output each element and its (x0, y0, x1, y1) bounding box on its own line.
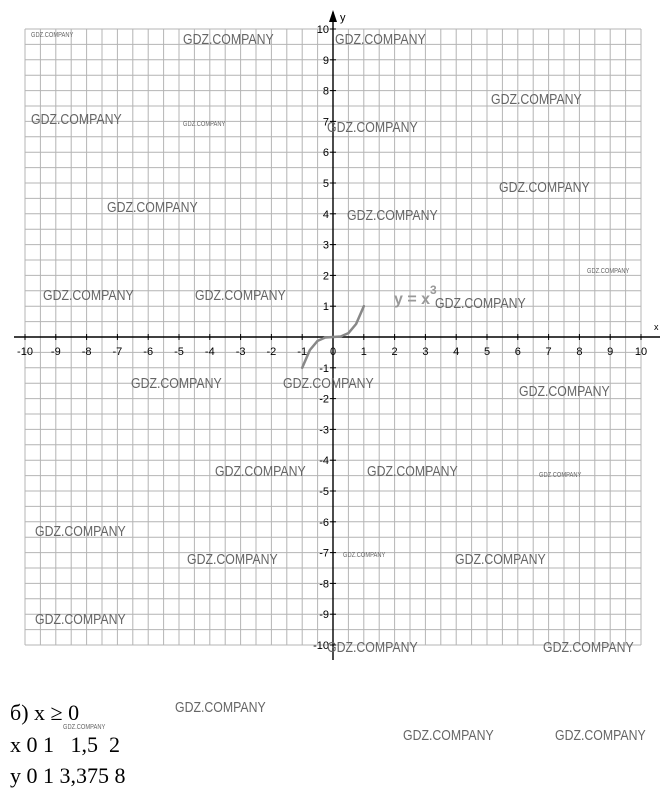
x-tick-label: 10 (634, 346, 648, 358)
watermark: GDZ.COMPANY (31, 111, 122, 128)
x-tick-label: -4 (204, 346, 215, 358)
x-tick-label: -6 (143, 346, 154, 358)
watermark: GDZ.COMPANY (327, 639, 418, 656)
y-tick-label: 5 (322, 178, 329, 190)
watermark: GDZ.COMPANY (215, 463, 306, 480)
watermark: GDZ.COMPANY (35, 523, 126, 540)
watermark: GDZ.COMPANY (195, 287, 286, 304)
watermark: GDZ.COMPANY (131, 375, 222, 392)
y-tick-label: 6 (322, 147, 329, 160)
x-tick-label: -5 (174, 346, 184, 358)
y-tick-label: 2 (322, 270, 329, 283)
watermark: GDZ.COMPANY (31, 32, 74, 39)
watermark: GDZ.COMPANY (183, 121, 226, 128)
y-tick-label: 8 (322, 85, 329, 98)
y-axis-arrow (329, 10, 337, 22)
y-tick-label: 1 (322, 301, 329, 314)
y-axis-label: y (340, 12, 346, 24)
x-tick-label: -3 (235, 346, 246, 358)
curve-label-superscript: 3 (430, 283, 437, 297)
y-tick-label: -4 (319, 455, 329, 468)
watermark: GDZ.COMPANY (187, 551, 278, 568)
x-tick-label: 0 (329, 346, 337, 358)
watermark: GDZ.COMPANY (183, 31, 274, 48)
text-line-condition: б) x ≥ 0 (10, 700, 80, 725)
y-tick-label: -2 (319, 393, 329, 406)
watermark: GDZ.COMPANY (175, 699, 266, 716)
y-tick-label: 7 (322, 116, 329, 129)
curve-label-base: y = x (394, 291, 431, 308)
x-tick-label: 3 (422, 346, 429, 358)
watermark: GDZ.COMPANY (499, 179, 590, 196)
y-tick-label: 10 (316, 24, 329, 36)
y-tick-label: 3 (322, 239, 329, 252)
y-tick-label: 4 (322, 208, 329, 221)
x-tick-label: 1 (360, 346, 367, 358)
x-tick-label: 4 (453, 346, 460, 358)
watermark: GDZ.COMPANY (35, 611, 126, 628)
y-tick-label: -8 (319, 578, 329, 591)
text-line-x-values: x 0 1 1,5 2 (10, 732, 120, 757)
watermark: GDZ.COMPANY (327, 119, 418, 136)
watermark: GDZ.COMPANY (283, 375, 374, 392)
watermark: GDZ.COMPANY (543, 639, 634, 656)
watermark: GDZ.COMPANY (367, 463, 458, 480)
watermark: GDZ.COMPANY (519, 383, 610, 400)
watermark: GDZ.COMPANY (403, 727, 494, 744)
x-tick-label: 9 (607, 346, 614, 358)
watermark: GDZ.COMPANY (343, 552, 386, 559)
x-tick-label: -2 (266, 346, 277, 358)
watermark: GDZ.COMPANY (455, 551, 546, 568)
watermark: GDZ.COMPANY (539, 472, 582, 479)
x-tick-label: -9 (50, 346, 61, 358)
x-tick-label: -7 (112, 346, 123, 358)
y-tick-label: -10 (313, 640, 329, 652)
watermark: GDZ.COMPANY (63, 724, 106, 731)
y-tick-label: -9 (319, 609, 329, 622)
x-tick-label: 8 (576, 346, 583, 358)
watermark: GDZ.COMPANY (435, 295, 526, 312)
y-tick-label: -5 (319, 486, 329, 498)
watermark: GDZ.COMPANY (555, 727, 646, 744)
y-tick-label: 9 (322, 54, 329, 67)
watermark: GDZ.COMPANY (335, 31, 426, 48)
watermark: GDZ.COMPANY (587, 268, 630, 275)
y-tick-label: -7 (319, 547, 329, 560)
watermark: GDZ.COMPANY (347, 207, 438, 224)
curve-label (394, 283, 437, 308)
x-tick-label: 7 (545, 346, 552, 358)
y-tick-label: -1 (319, 362, 329, 375)
x-tick-label: -8 (81, 346, 92, 358)
x-tick-label: 2 (391, 346, 398, 358)
x-tick-label: 5 (483, 346, 491, 358)
x-tick-label: -10 (17, 346, 33, 358)
y-tick-label: -3 (319, 424, 329, 437)
watermark: GDZ.COMPANY (107, 199, 198, 216)
text-line-y-values: y 0 1 3,375 8 (10, 763, 126, 788)
x-tick-label: -1 (297, 346, 308, 358)
x-axis-label: x (654, 322, 659, 332)
x-tick-label: 6 (514, 346, 521, 358)
watermark: GDZ.COMPANY (491, 91, 582, 108)
watermark: GDZ.COMPANY (43, 287, 134, 304)
y-tick-label: -6 (319, 516, 329, 529)
